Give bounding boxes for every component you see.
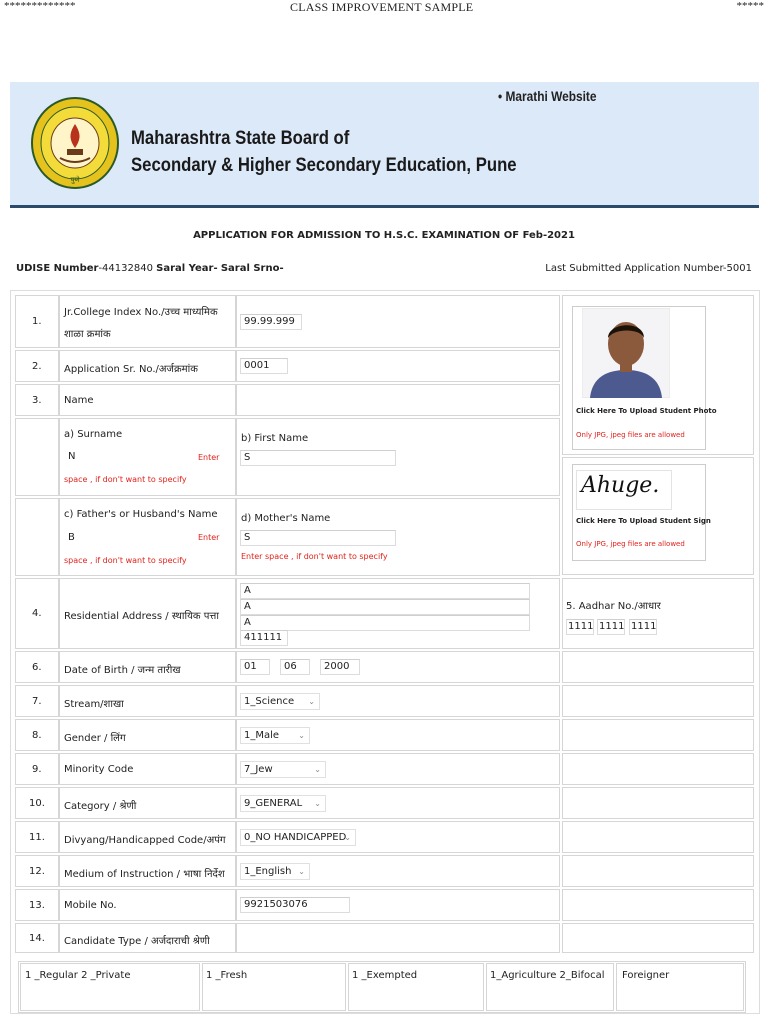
chevron-down-icon: ⌄ — [344, 833, 351, 842]
signature-image — [576, 470, 672, 510]
row-6-extra-cell — [562, 651, 754, 683]
candidate-regular-private[interactable]: 1 _Regular 2 _Private — [25, 970, 131, 981]
gender-select[interactable] — [240, 727, 310, 744]
row-6-label: Date of Birth / जन्म तारीख — [64, 665, 181, 676]
top-bar — [0, 0, 768, 14]
father-input[interactable]: B — [64, 530, 196, 546]
row-11-label: Divyang/Handicapped Code/अपंग — [64, 835, 226, 846]
header-banner — [10, 82, 759, 205]
udise-value: -44132840 — [98, 263, 153, 274]
row-12-extra-cell — [562, 855, 754, 887]
page-title: CLASS IMPROVEMENT SAMPLE — [290, 0, 474, 14]
student-photo — [582, 308, 670, 398]
row-13-label: Mobile No. — [64, 900, 117, 911]
row-1-label-2: शाळा क्रमांक — [64, 329, 111, 340]
firstname-label: b) First Name — [241, 433, 309, 444]
last-submitted: Last Submitted Application Number-5001 — [545, 263, 752, 274]
surname-num-cell — [15, 418, 59, 496]
row-8-extra-cell — [562, 719, 754, 751]
row-8-label: Gender / लिंग — [64, 733, 126, 744]
photo-upload-label[interactable]: Click Here To Upload Student Photo — [576, 407, 717, 415]
row-14-value-cell — [236, 923, 560, 953]
mother-label: d) Mother's Name — [241, 513, 331, 524]
row-1-num: 1. — [32, 316, 42, 327]
category-value: 9_GENERAL — [244, 798, 303, 809]
row-14-extra-cell — [562, 923, 754, 953]
board-logo — [30, 96, 120, 190]
logo-text: पुणे — [70, 176, 80, 184]
aadhar-label: 5. Aadhar No./आधार — [566, 601, 661, 612]
chevron-down-icon: ⌄ — [314, 799, 321, 808]
row-11-extra-cell — [562, 821, 754, 853]
mother-hint: Enter space , if don't want to specify — [241, 552, 388, 561]
address-line3-input[interactable]: A — [240, 615, 530, 631]
surname-input[interactable]: N — [64, 449, 196, 465]
aadhar-part1-input[interactable]: 1111 — [566, 619, 594, 635]
row-3-label: Name — [64, 395, 94, 406]
father-label: c) Father's or Husband's Name — [64, 509, 218, 520]
aadhar-part3-input[interactable]: 1111 — [629, 619, 657, 635]
saral-year: Saral Year- — [156, 263, 218, 274]
row-9-extra-cell — [562, 753, 754, 785]
saral-srno: Saral Srno- — [220, 263, 284, 274]
row-10-extra-cell — [562, 787, 754, 819]
medium-select[interactable] — [240, 863, 310, 880]
photo-upload-hint: Only JPG, jpeg files are allowed — [576, 431, 685, 439]
row-13-extra-cell — [562, 889, 754, 921]
row-4-label: Residential Address / स्थायिक पत्ता — [64, 611, 219, 622]
row-10-num: 10. — [29, 798, 45, 809]
sign-upload-hint: Only JPG, jpeg files are allowed — [576, 540, 685, 548]
marathi-website-label: Marathi Website — [505, 88, 597, 104]
row-3-num: 3. — [32, 395, 42, 406]
dob-day-input[interactable]: 01 — [240, 659, 270, 675]
stars-right: ***** — [736, 0, 764, 12]
bullet-icon: • — [498, 88, 506, 104]
aadhar-cell — [562, 578, 754, 649]
father-hint: space , if don't want to specify — [64, 556, 187, 565]
row-7-num: 7. — [32, 696, 42, 707]
chevron-down-icon: ⌄ — [314, 765, 321, 774]
mobile-input[interactable]: 9921503076 — [240, 897, 350, 913]
udise-info — [16, 263, 284, 274]
stream-select[interactable] — [240, 693, 320, 710]
row-2-label: Application Sr. No./अर्जक्रमांक — [64, 364, 198, 375]
surname-hint: space , if don't want to specify — [64, 475, 187, 484]
row-2-num: 2. — [32, 361, 42, 372]
college-index-input[interactable]: 99.99.999 — [240, 314, 302, 330]
pincode-input[interactable]: 411111 — [240, 630, 288, 646]
board-name-line1: Maharashtra State Board of — [131, 128, 350, 149]
firstname-input[interactable]: S — [240, 450, 396, 466]
dob-month-input[interactable]: 06 — [280, 659, 310, 675]
row-6-num: 6. — [32, 662, 42, 673]
chevron-down-icon: ⌄ — [308, 697, 315, 706]
row-8-num: 8. — [32, 730, 42, 741]
marathi-website-link[interactable] — [498, 88, 597, 104]
application-sr-input[interactable]: 0001 — [240, 358, 288, 374]
row-1-label-cell — [59, 295, 236, 348]
handicapped-value: 0_NO HANDICAPPED — [244, 832, 347, 843]
minority-select[interactable] — [240, 761, 326, 778]
surname-hint-enter: Enter — [198, 453, 220, 462]
candidate-fresh[interactable]: 1 _Fresh — [206, 970, 248, 981]
row-3-value-cell — [236, 384, 560, 416]
stars-left: ************* — [4, 0, 76, 12]
row-13-num: 13. — [29, 900, 45, 911]
medium-value: 1_English — [244, 866, 292, 877]
form-heading: APPLICATION FOR ADMISSION TO H.S.C. EXAMINATION OF Feb-2021 — [193, 230, 575, 241]
gender-value: 1_Male — [244, 730, 280, 741]
sign-upload-label[interactable]: Click Here To Upload Student Sign — [576, 517, 711, 525]
mother-input[interactable]: S — [240, 530, 396, 546]
handicapped-select[interactable] — [240, 829, 356, 846]
chevron-down-icon: ⌄ — [298, 867, 305, 876]
row-1-label-1: Jr.College Index No./उच्च माध्यमिक — [64, 307, 218, 318]
candidate-agri-bifocal[interactable]: 1_Agriculture 2_Bifocal — [490, 970, 605, 981]
address-line2-input[interactable]: A — [240, 599, 530, 615]
udise-label: UDISE Number — [16, 263, 99, 274]
category-select[interactable] — [240, 795, 326, 812]
signature-text: Ahuge. — [581, 473, 660, 498]
banner-divider — [10, 205, 759, 208]
row-11-num: 11. — [29, 832, 45, 843]
board-name-line2: Secondary & Higher Secondary Education, Pune — [131, 155, 517, 176]
row-7-extra-cell — [562, 685, 754, 717]
candidate-foreigner[interactable]: Foreigner — [622, 970, 670, 981]
row-12-num: 12. — [29, 866, 45, 877]
row-14-label: Candidate Type / अर्जदाराची श्रेणी — [64, 936, 210, 947]
row-4-num: 4. — [32, 608, 42, 619]
dob-year-input[interactable]: 2000 — [320, 659, 360, 675]
father-num-cell — [15, 498, 59, 576]
chevron-down-icon: ⌄ — [298, 731, 305, 740]
candidate-exempted[interactable]: 1 _Exempted — [352, 970, 418, 981]
father-hint-enter: Enter — [198, 533, 220, 542]
address-line1-input[interactable]: A — [240, 583, 530, 599]
surname-label: a) Surname — [64, 429, 123, 440]
row-10-label: Category / श्रेणी — [64, 801, 137, 812]
row-7-label: Stream/शाखा — [64, 699, 124, 710]
row-14-num: 14. — [29, 933, 45, 944]
stream-value: 1_Science — [244, 696, 295, 707]
row-9-num: 9. — [32, 764, 42, 775]
aadhar-part2-input[interactable]: 1111 — [597, 619, 625, 635]
row-12-label: Medium of Instruction / भाषा निर्देश — [64, 869, 225, 880]
row-9-label: Minority Code — [64, 764, 134, 775]
minority-value: 7_Jew — [244, 764, 273, 775]
